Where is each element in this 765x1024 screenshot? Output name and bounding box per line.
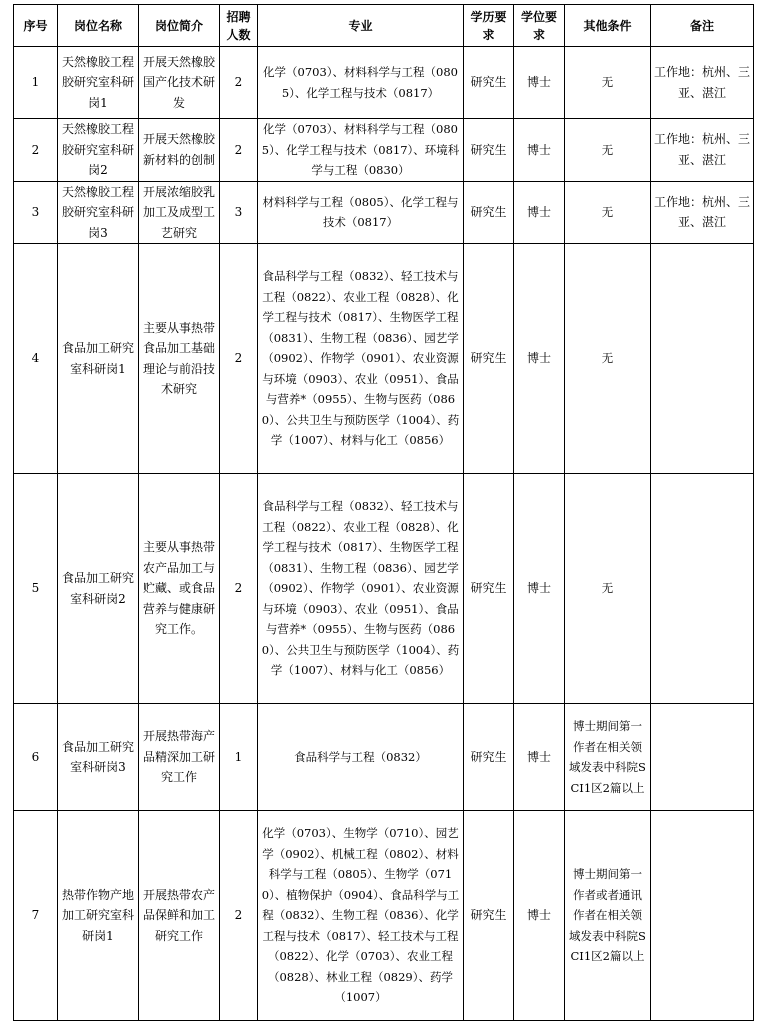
cell-note: 工作地：杭州、三亚、湛江 [651, 119, 754, 182]
cell-name: 食品加工研究室科研岗3 [58, 704, 139, 811]
col-header-intro: 岗位简介 [139, 5, 220, 47]
table-row [14, 47, 754, 119]
table-row [14, 244, 754, 474]
cell-count: 3 [220, 181, 258, 244]
cell-intro: 开展热带海产品精深加工研究工作 [139, 704, 220, 811]
cell-no: 6 [14, 704, 58, 811]
header-row [14, 5, 754, 47]
cell-cond: 博士期间第一作者或者通讯作者在相关领域发表中科院SCI1区2篇以上 [565, 811, 651, 1021]
cell-degree: 博士 [514, 474, 565, 704]
table-row [14, 474, 754, 704]
cell-edu: 研究生 [464, 119, 514, 182]
cell-major: 化学（0703）、材料科学与工程（0805）、化学工程与技术（0817） [258, 47, 464, 119]
cell-name: 天然橡胶工程胶研究室科研岗3 [58, 181, 139, 244]
cell-cond: 无 [565, 474, 651, 704]
cell-no: 2 [14, 119, 58, 182]
cell-count: 1 [220, 704, 258, 811]
cell-no: 7 [14, 811, 58, 1021]
cell-name: 天然橡胶工程胶研究室科研岗2 [58, 119, 139, 182]
cell-major: 食品科学与工程（0832）、轻工技术与工程（0822）、农业工程（0828）、化学工程与技术（0817）、生物医学工程（0831）、生物工程（0836）、园艺学（0902）、作物学（0901）、农业资源与环境（0903）、农业（0951）、食品与营养*（0955）、生物与医药（0860）、公共卫生与预防医学（1004）、药学（1007）、材料与化工（0856） [258, 474, 464, 704]
col-header-count: 招聘人数 [220, 5, 258, 47]
cell-no: 3 [14, 181, 58, 244]
cell-degree: 博士 [514, 47, 565, 119]
cell-name: 食品加工研究室科研岗1 [58, 244, 139, 474]
cell-count: 2 [220, 474, 258, 704]
cell-count: 2 [220, 119, 258, 182]
table-row [14, 181, 754, 244]
cell-degree: 博士 [514, 244, 565, 474]
cell-degree: 博士 [514, 704, 565, 811]
cell-note [651, 244, 754, 474]
cell-cond: 无 [565, 47, 651, 119]
cell-degree: 博士 [514, 811, 565, 1021]
cell-no: 4 [14, 244, 58, 474]
cell-major: 化学（0703）、生物学（0710）、园艺学（0902）、机械工程（0802）、材料科学与工程（0805）、生物学（0710）、植物保护（0904）、食品科学与工程（0832）、生物工程（0836）、化学工程与技术（0817）、轻工技术与工程（0822）、化学（0703）、农业工程（0828）、林业工程（0829）、药学（1007） [258, 811, 464, 1021]
recruitment-table [13, 4, 754, 1021]
cell-note: 工作地：杭州、三亚、湛江 [651, 181, 754, 244]
cell-intro: 开展热带农产品保鲜和加工研究工作 [139, 811, 220, 1021]
cell-degree: 博士 [514, 181, 565, 244]
cell-intro: 开展天然橡胶国产化技术研发 [139, 47, 220, 119]
cell-note [651, 704, 754, 811]
cell-count: 2 [220, 811, 258, 1021]
cell-count: 2 [220, 47, 258, 119]
col-header-degree: 学位要求 [514, 5, 565, 47]
cell-major: 食品科学与工程（0832） [258, 704, 464, 811]
col-header-cond: 其他条件 [565, 5, 651, 47]
cell-edu: 研究生 [464, 181, 514, 244]
table-row [14, 811, 754, 1021]
table-row [14, 119, 754, 182]
cell-note [651, 474, 754, 704]
cell-intro: 开展浓缩胶乳加工及成型工艺研究 [139, 181, 220, 244]
cell-note [651, 811, 754, 1021]
col-header-note: 备注 [651, 5, 754, 47]
cell-edu: 研究生 [464, 704, 514, 811]
cell-name: 天然橡胶工程胶研究室科研岗1 [58, 47, 139, 119]
cell-major: 化学（0703）、材料科学与工程（0805）、化学工程与技术（0817）、环境科学与工程（0830） [258, 119, 464, 182]
cell-edu: 研究生 [464, 474, 514, 704]
cell-name: 热带作物产地加工研究室科研岗1 [58, 811, 139, 1021]
cell-no: 1 [14, 47, 58, 119]
cell-cond: 无 [565, 244, 651, 474]
cell-edu: 研究生 [464, 47, 514, 119]
cell-no: 5 [14, 474, 58, 704]
cell-count: 2 [220, 244, 258, 474]
cell-degree: 博士 [514, 119, 565, 182]
cell-intro: 主要从事热带农产品加工与贮藏、或食品营养与健康研究工作。 [139, 474, 220, 704]
cell-intro: 主要从事热带食品加工基础理论与前沿技术研究 [139, 244, 220, 474]
cell-edu: 研究生 [464, 811, 514, 1021]
cell-name: 食品加工研究室科研岗2 [58, 474, 139, 704]
col-header-no: 序号 [14, 5, 58, 47]
cell-edu: 研究生 [464, 244, 514, 474]
cell-note: 工作地：杭州、三亚、湛江 [651, 47, 754, 119]
cell-major: 材料科学与工程（0805）、化学工程与技术（0817） [258, 181, 464, 244]
col-header-major: 专业 [258, 5, 464, 47]
table-row [14, 704, 754, 811]
cell-cond: 博士期间第一作者在相关领域发表中科院SCI1区2篇以上 [565, 704, 651, 811]
recruitment-table-container [13, 4, 753, 1021]
cell-intro: 开展天然橡胶新材料的创制 [139, 119, 220, 182]
col-header-edu: 学历要求 [464, 5, 514, 47]
cell-major: 食品科学与工程（0832）、轻工技术与工程（0822）、农业工程（0828）、化学工程与技术（0817）、生物医学工程（0831）、生物工程（0836）、园艺学（0902）、作物学（0901）、农业资源与环境（0903）、农业（0951）、食品与营养*（0955）、生物与医药（0860）、公共卫生与预防医学（1004）、药学（1007）、材料与化工（0856） [258, 244, 464, 474]
col-header-name: 岗位名称 [58, 5, 139, 47]
cell-cond: 无 [565, 119, 651, 182]
cell-cond: 无 [565, 181, 651, 244]
